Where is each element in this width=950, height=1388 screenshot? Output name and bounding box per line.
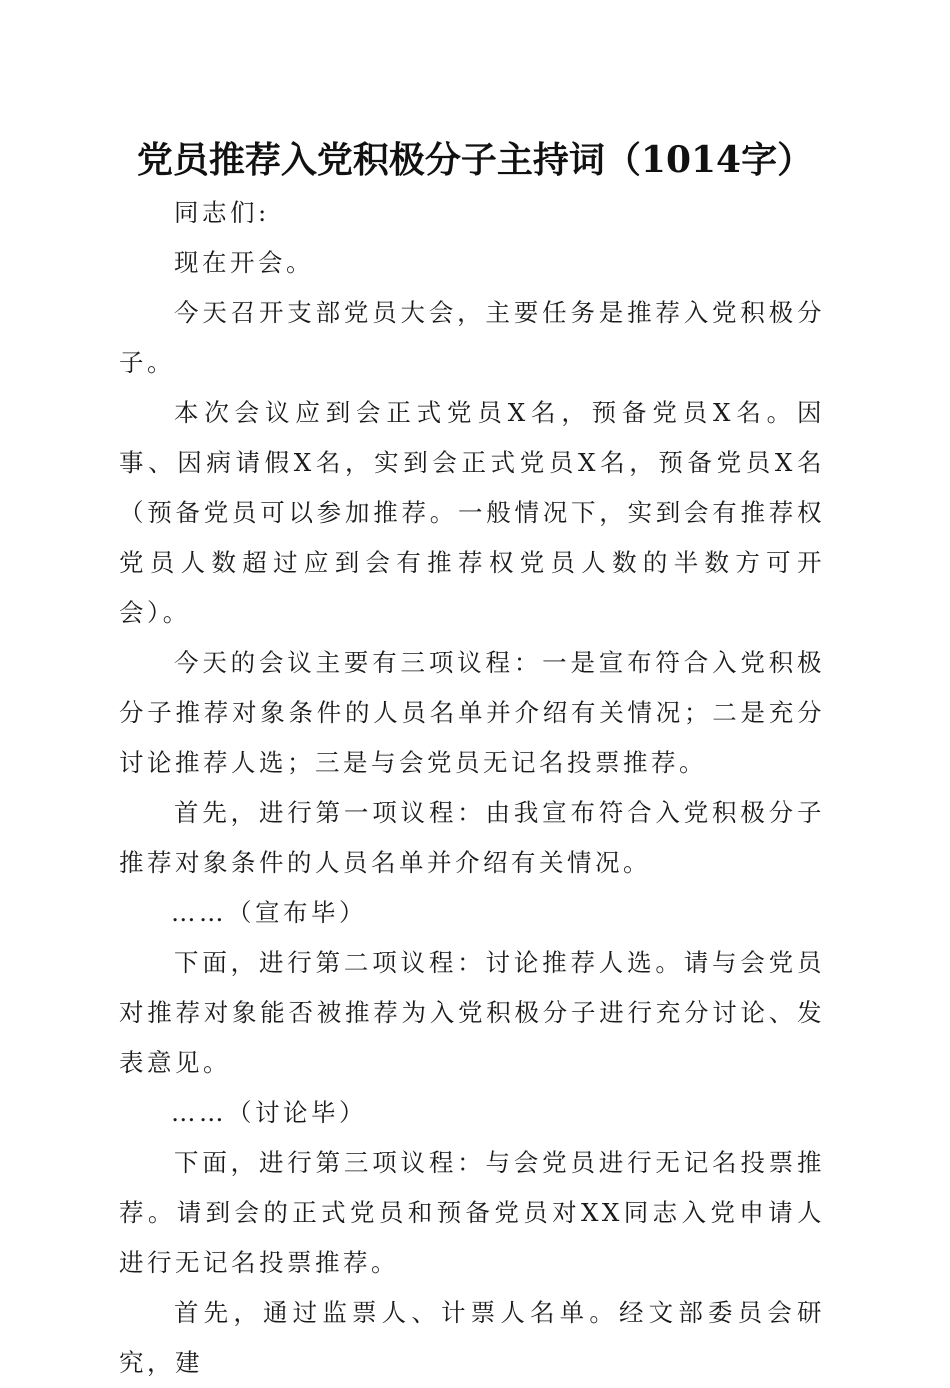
- paragraph-open-meeting: 现在开会。: [174, 248, 314, 277]
- paragraph-main-task: 今天召开支部党员大会，主要任务是推荐入党积极分子。: [119, 298, 825, 377]
- paragraph-agenda-item-3: 下面，进行第三项议程：与会党员进行无记名投票推荐。请到会的正式党员和预备党员对XX同志入党申请人进行无记名投票推荐。: [119, 1148, 825, 1277]
- paragraph-announce-done: ……（宣布毕）: [171, 898, 367, 927]
- paragraph-discussion-done: ……（讨论毕）: [171, 1098, 367, 1127]
- paragraph-scrutineers: 首先，通过监票人、计票人名单。经文部委员会研究，建: [119, 1298, 825, 1377]
- document-title: 党员推荐入党积极分子主持词（1014字）: [136, 139, 814, 181]
- paragraph-agenda-item-2: 下面，进行第二项议程：讨论推荐人选。请与会党员对推荐对象能否被推荐为入党积极分子进行充分讨论、发表意见。: [119, 948, 825, 1077]
- paragraph-agenda-item-1: 首先，进行第一项议程：由我宣布符合入党积极分子推荐对象条件的人员名单并介绍有关情况。: [119, 798, 825, 877]
- paragraph-attendance: 本次会议应到会正式党员X名，预备党员X名。因事、因病请假X名，实到会正式党员X名，预备党员X名（预备党员可以参加推荐。一般情况下，实到会有推荐权党员人数超过应到会有推荐权党员人数的半数方可开会）。: [119, 398, 825, 627]
- paragraph-salutation: 同志们:: [174, 198, 270, 227]
- document-body: [119, 188, 825, 1388]
- paragraph-agenda: 今天的会议主要有三项议程：一是宣布符合入党积极分子推荐对象条件的人员名单并介绍有关情况；二是充分讨论推荐人选；三是与会党员无记名投票推荐。: [119, 648, 825, 777]
